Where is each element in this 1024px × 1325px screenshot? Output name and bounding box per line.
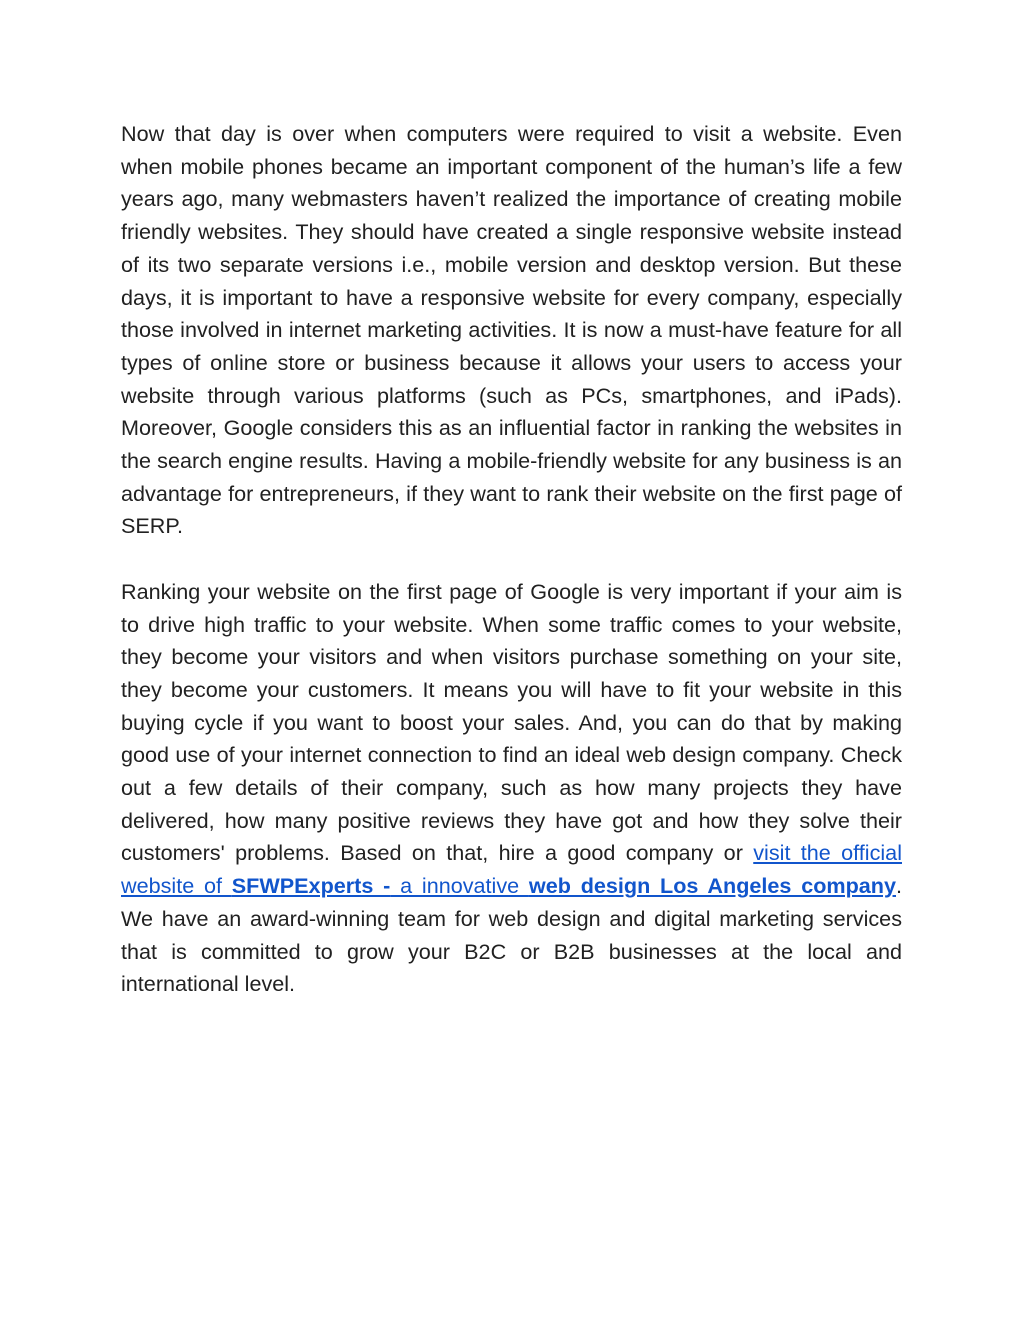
paragraph-ranking-closing-text: . We have an award-winning team for web design and digital marketing services that is committed to grow your B2C or B2B businesses at the local and international level. (121, 873, 902, 997)
sfwpexperts-link[interactable]: SFWPExperts - (231, 873, 391, 899)
document-body (121, 118, 902, 1001)
visit-website-link[interactable]: visit the official website of (121, 840, 902, 899)
paragraph-ranking (121, 576, 902, 1001)
paragraph-ranking-text: Ranking your website on the first page of Google is very important if your aim is to drive high traffic to your website. When some traffic comes to your website, they become your visitors and when visitors purchase something on your site, they become your customers. It means you will have to fit your website in this buying cycle if you want to boost your sales. And, you can do that by making good use of your internet connection to find an ideal web design company. Check out a few details of their company, such as how many projects they have delivered, how many positive reviews they have got and how they solve their customers' problems. Based on that, hire a good company or (121, 578, 902, 866)
paragraph-mobile-friendly: Now that day is over when computers were required to visit a website. Even when mobile phones became an important component of the human’s life a few years ago, many webmasters haven’t realized the importance of creating mobile friendly websites. They should have created a single responsive website instead of its two separate versions i.e., mobile version and desktop version. But these days, it is important to have a responsive website for every company, especially those involved in internet marketing activities. It is now a must-have feature for all types of online store or business because it allows your users to access your website through various platforms (such as PCs, smartphones, and iPads). Moreover, Google considers this as an influential factor in ranking the websites in the search engine results. Having a mobile-friendly website for any business is an advantage for entrepreneurs, if they want to rank their website on the first page of SERP. (121, 121, 902, 539)
innovative-link[interactable]: a innovative (390, 873, 529, 899)
web-design-company-link[interactable]: web design Los Angeles company (528, 873, 896, 899)
